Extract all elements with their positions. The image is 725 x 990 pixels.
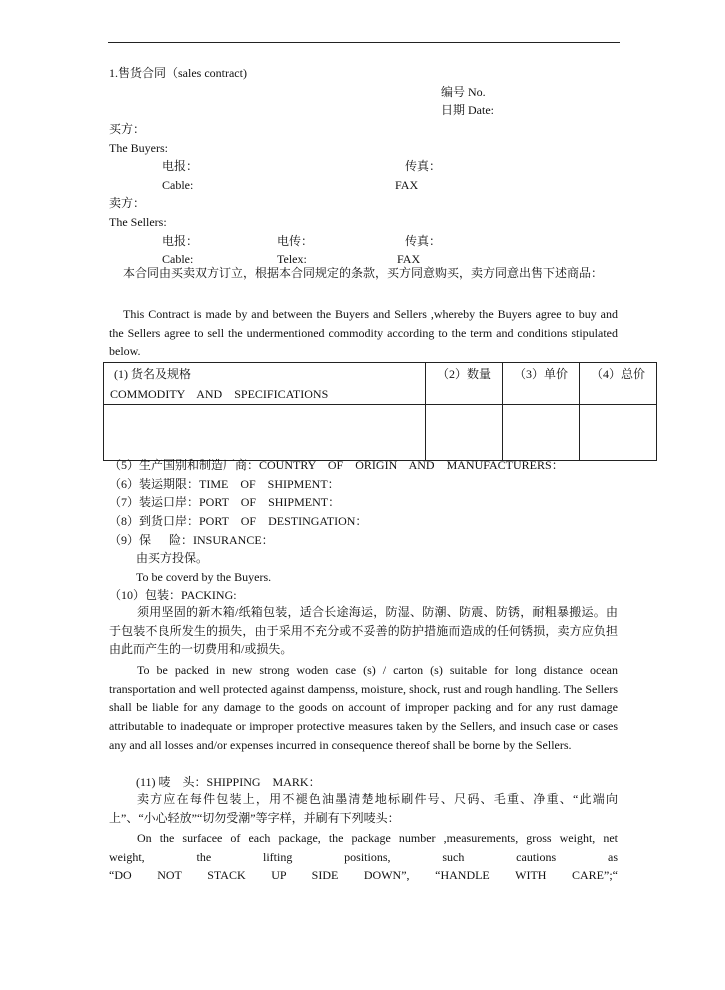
top-rule [108,42,620,43]
goods-table-row [104,405,657,461]
clause-10-packing-en: To be packed in new strong woden case (s) / carton (s) suitable for long distance ocean transportation and well protected against dampenss, moisture, shock, rust and rough handling. The Sellers shall be liable for any damage to the goods on account of improper packing and for any rust damage attributable to inadequate or improper protective measures taken by the Sellers, and insuch case or cases any and all losses and/or expenses incurred in consequence thereof shall be borne by the Sellers. [109,663,618,752]
clause-7-port-of-shipment: （7）装运口岸：PORT OF SHIPMENT： [109,495,341,509]
clause-9-insurance-en: To be coverd by the Buyers. [136,570,272,584]
sellers-telex-cn: 电传： [277,234,314,248]
goods-table-header-row [104,363,657,405]
commodity-cell [104,405,426,461]
clause-11-shipping-mark-en-line2: weight, the lifting positions, such cautions as [109,850,618,864]
contract-title: 1.售货合同（sales contract) [109,66,247,80]
clause-11-shipping-mark-cn: 卖方应在每件包装上，用不褪色油墨清楚地标刷件号、尺码、毛重、净重、“此端向上”、“小心轻放”“切勿受潮”等字样，并刷有下列唛头： [109,792,618,825]
sellers-cable-en: Cable: [162,252,194,266]
clause-11-shipping-mark-en-line3: “DO NOT STACK UP SIDE DOWN”, “HANDLE WITH CARE”;“ [109,868,618,882]
clause-11-shipping-mark-en-line1: On the surfacee of each package, the package number ,measurements, gross weight, net [137,831,618,845]
contract-number-label: 编号 No. [441,85,486,99]
buyers-fax-cn: 传真： [405,159,442,173]
clause-5-origin: （5）生产国别和制造厂商：COUNTRY OF ORIGIN AND MANUFACTURERS： [109,458,564,472]
buyers-cable-cn: 电报： [162,159,199,173]
clause-8-destination: （8）到货口岸：PORT OF DESTINGATION： [109,514,368,528]
sellers-cable-cn: 电报： [162,234,199,248]
total-price-cell [580,405,657,461]
intro-paragraph-cn: 本合同由买卖双方订立，根据本合同规定的条款，买方同意购买，卖方同意出售下述商品： [123,266,604,280]
sellers-fax-cn: 传真： [405,234,442,248]
clause-9-insurance: （9）保 险：INSURANCE： [109,533,274,547]
clause-10-packing-cn: 须用坚固的新木箱/纸箱包装，适合长途海运，防湿、防潮、防震、防锈，耐粗暴搬运。由于包装不良所发生的损失，由于采用不充分或不妥善的防护措施而造成的任何锈损，卖方应负担由此而产生的一切费用和/或损失。 [109,605,618,657]
buyers-fax-en: FAX [395,178,419,192]
goods-table [103,362,657,461]
buyers-cable-en: Cable: [162,178,194,192]
buyers-label-cn: 买方： [109,122,146,136]
commodity-header-cn: (1) 货名及规格 [114,367,191,381]
quantity-header: （2）数量 [426,363,503,405]
intro-paragraph-en: This Contract is made by and between the Buyers and Sellers ,whereby the Buyers agree to buy and the Sellers agree to sell the undermentioned commodity according to the term and conditions stipulated below. [109,307,618,359]
clause-11-shipping-mark: (11) 唛 头：SHIPPING MARK： [136,775,321,789]
buyers-label-en: The Buyers: [109,141,168,155]
unit-price-cell [503,405,580,461]
sellers-fax-en: FAX [397,252,421,266]
commodity-header [104,363,426,405]
total-price-header: （4）总价 [580,363,657,405]
sellers-label-en: The Sellers: [109,215,167,229]
commodity-header-en: COMMODITY AND SPECIFICATIONS [110,387,329,401]
clause-9-insurance-cn: 由买方投保。 [136,551,209,565]
unit-price-header: （3）单价 [503,363,580,405]
clause-6-shipment-time: （6）装运期限：TIME OF SHIPMENT： [109,477,340,491]
sellers-telex-en: Telex: [277,252,307,266]
contract-date-label: 日期 Date: [441,103,494,117]
quantity-cell [426,405,503,461]
clause-10-packing: （10）包装：PACKING: [109,588,237,602]
sellers-label-cn: 卖方： [109,196,146,210]
